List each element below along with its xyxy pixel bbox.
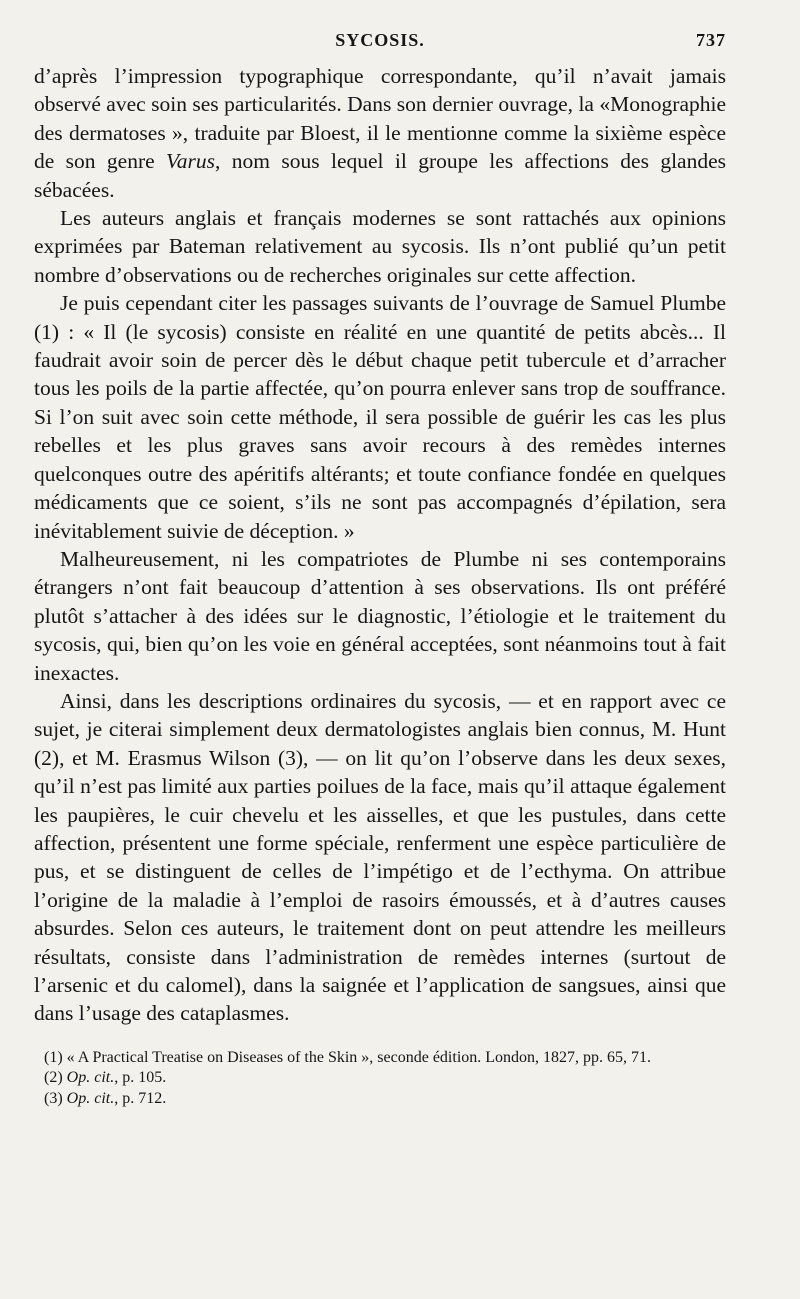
footnote-2-number: (2) — [44, 1069, 67, 1087]
paragraph-2: Les auteurs anglais et français modernes se sont rattachés aux opinions exprimées par Bateman relativement au sycosis. Ils n’ont publié qu’un petit nombre d’observations ou de recherches originales sur cette affection. — [34, 206, 726, 287]
footnote-2-italic: Op. cit. — [66, 1069, 115, 1087]
footnote-2 — [34, 1068, 726, 1089]
footnote-1: (1) « A Practical Treatise on Diseases of the Skin », seconde édition. London, 1827, pp. 65, 71. — [44, 1048, 652, 1066]
footnote-3-number: (3) — [44, 1089, 67, 1107]
paragraph-1-text-a: d’après l’impression typographique correspondante, qu’il n’avait jamais observé avec soin ses particularités. Dans son dernier ouvrage, la «Monographie des dermatoses », traduite par Bloest, il le mentionne comme la sixième espèce de son genre — [34, 64, 726, 174]
paragraph-4: Malheureusement, ni les compatriotes de Plumbe ni ses contemporains étrangers n’ont fait beaucoup d’attention à ses observations. Ils ont préféré plutôt s’attacher à des idées sur le diagnostic, l’étiologie et le traitement du sycosis, qui, bien qu’on les voie en général acceptées, sont néanmoins tout à fait inexactes. — [34, 546, 726, 685]
body-text — [34, 62, 726, 1028]
footnote-2-text: , p. 105. — [114, 1069, 167, 1087]
footnote-3-italic: Op. cit. — [66, 1089, 115, 1107]
paragraph-3: Je puis cependant citer les passages suivants de l’ouvrage de Samuel Plumbe (1) : « Il (le sycosis) consiste en réalité en une quantité de petits abcès... Il faudrait avoir soin de percer dès le début chaque petit tubercule et d’arracher tous les poils de la partie affectée, qu’on pourra enlever sans trop de souffrance. Si l’on suit avec soin cette méthode, il sera possible de guérir les cas les plus rebelles et les plus graves sans avoir recours à des remèdes internes quelconques outre des apéritifs altérants; et toute confiance fondée en quelques médicaments que ce soient, s’ils ne sont pas accompagnés d’épilation, sera inévitablement suivie de déception. » — [34, 291, 726, 543]
paragraph-5: Ainsi, dans les descriptions ordinaires du sycosis, — et en rapport avec ce sujet, je citerai simplement deux dermatologistes anglais bien connus, M. Hunt (2), et M. Erasmus Wilson (3), — on lit qu’on l’observe dans les deux sexes, qu’il n’est pas limité aux parties poilues de la face, mais qu’il attaque également les paupières, le cuir chevelu et les aisselles, et que les pustules, dans cette affection, présentent une forme spéciale, renferment une espèce particulière de pus, et se distinguent de celles de l’impétigo et de l’ecthyma. On attribue l’origine de la maladie à l’emploi de rasoirs émoussés, et à d’autres causes absurdes. Selon ces auteurs, le traitement dont on peut attendre les meilleurs résultats, consiste dans l’administration de remèdes internes (surtout de l’arsenic et du calomel), dans la saignée et l’application de sangsues, ainsi que dans l’usage des cataplasmes. — [34, 688, 726, 1026]
book-page — [34, 26, 726, 1109]
footnotes — [34, 1048, 726, 1110]
footnote-3 — [34, 1089, 726, 1110]
paragraph-1-italic: Varus — [166, 149, 216, 174]
footnote-3-text: , p. 712. — [114, 1089, 167, 1107]
page-number: 737 — [696, 30, 726, 50]
page-header — [34, 26, 726, 56]
paragraph-1-text-b: , nom sous lequel il groupe les affections des glandes sébacées. — [34, 149, 726, 202]
paragraph-1 — [34, 62, 726, 204]
running-title: SYCOSIS. — [335, 30, 425, 50]
